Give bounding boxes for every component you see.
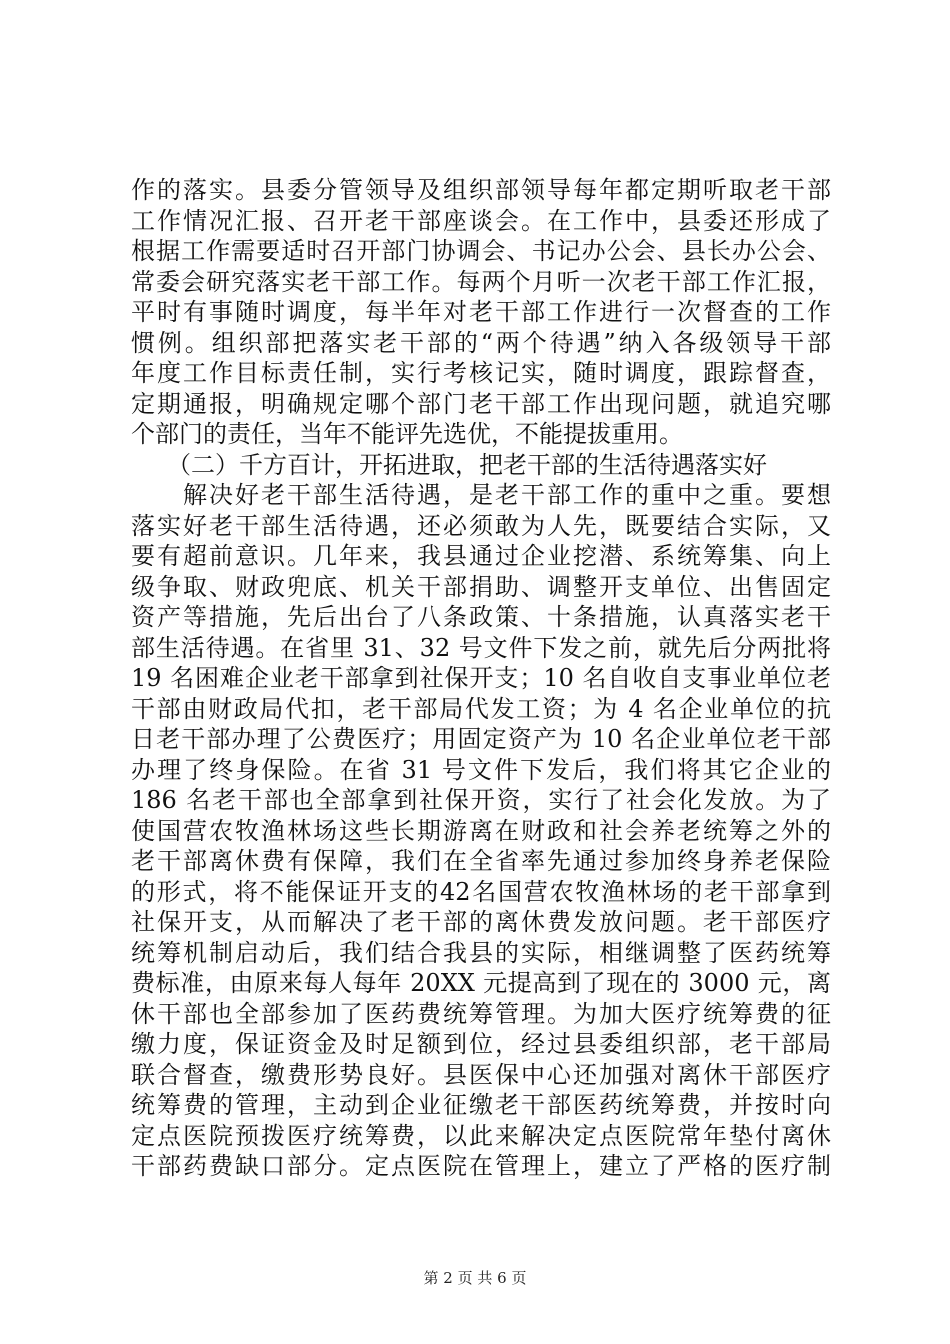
text-line: 办理了终身保险。在省 31 号文件下发后，我们将其它企业的 — [131, 755, 831, 784]
section-heading: （二）千方百计，开拓进取，把老干部的生活待遇落实好 — [131, 450, 767, 479]
text-line: 惯例。组织部把落实老干部的“两个待遇”纳入各级领导干部 — [131, 328, 831, 357]
text-line: 社保开支，从而解决了老干部的离休费发放问题。老干部医疗 — [131, 908, 831, 936]
text-line: 根据工作需要适时召开部门协调会、书记办公会、县长办公会、 — [131, 237, 831, 265]
text-line: 年度工作目标责任制，实行考核记实，随时调度，跟踪督查， — [131, 359, 831, 387]
document-body — [131, 175, 831, 1182]
text-line: 缴力度，保证资金及时足额到位，经过县委组织部，老干部局 — [131, 1030, 831, 1058]
text-line: 定期通报，明确规定哪个部门老干部工作出现问题，就追究哪 — [131, 389, 831, 418]
text-line: 干部由财政局代扣，老干部局代发工资；为 4 名企业单位的抗 — [131, 694, 831, 723]
text-line: 级争取、财政兜底、机关干部捐助、调整开支单位、出售固定 — [131, 572, 831, 601]
text-line: 资产等措施，先后出台了八条政策、十条措施，认真落实老干 — [131, 603, 831, 631]
text-line: 定点医院预拨医疗统筹费，以此来解决定点医院常年垫付离休 — [131, 1121, 831, 1150]
text-line: 常委会研究落实老干部工作。每两个月听一次老干部工作汇报， — [131, 267, 831, 296]
text-line: 个部门的责任，当年不能评先选优，不能提拔重用。 — [131, 420, 683, 448]
text-line: 日老干部办理了公费医疗；用固定资产为 10 名企业单位老干部 — [131, 725, 831, 753]
text-line: 落实好老干部生活待遇，还必须敢为人先，既要结合实际，又 — [131, 511, 831, 540]
text-line: 的形式，将不能保证开支的42名国营农牧渔林场的老干部拿到 — [131, 877, 831, 906]
text-line: 统筹费的管理，主动到企业征缴老干部医药统筹费，并按时向 — [131, 1091, 831, 1119]
text-line: 干部药费缺口部分。定点医院在管理上，建立了严格的医疗制 — [131, 1152, 831, 1180]
page-number-footer: 第 2 页 共 6 页 — [423, 1269, 527, 1287]
text-line: 要有超前意识。几年来，我县通过企业挖潜、系统筹集、向上 — [131, 542, 831, 570]
text-line: 休干部也全部参加了医药费统筹管理。为加大医疗统筹费的征 — [131, 999, 831, 1028]
text-line: 19 名困难企业老干部拿到社保开支；10 名自收自支事业单位老 — [131, 664, 831, 692]
text-line: 费标准，由原来每人每年 20XX 元提高到了现在的 3000 元，离 — [131, 969, 831, 997]
text-line: 平时有事随时调度，每半年对老干部工作进行一次督查的工作 — [131, 298, 831, 326]
text-line: 统筹机制启动后，我们结合我县的实际，相继调整了医药统筹 — [131, 938, 831, 967]
text-line: 工作情况汇报、召开老干部座谈会。在工作中，县委还形成了 — [131, 206, 831, 235]
text-line: 186 名老干部也全部拿到社保开资，实行了社会化发放。为了 — [131, 786, 831, 814]
text-line: 解决好老干部生活待遇，是老干部工作的重中之重。要想 — [131, 481, 831, 509]
text-line: 老干部离休费有保障，我们在全省率先通过参加终身养老保险 — [131, 847, 831, 875]
text-line: 使国营农牧渔林场这些长期游离在财政和社会养老统筹之外的 — [131, 816, 831, 845]
text-line: 部生活待遇。在省里 31、32 号文件下发之前，就先后分两批将 — [131, 633, 831, 662]
text-line: 联合督查，缴费形势良好。县医保中心还加强对离休干部医疗 — [131, 1060, 831, 1089]
text-line: 作的落实。县委分管领导及组织部领导每年都定期听取老干部 — [131, 176, 831, 204]
